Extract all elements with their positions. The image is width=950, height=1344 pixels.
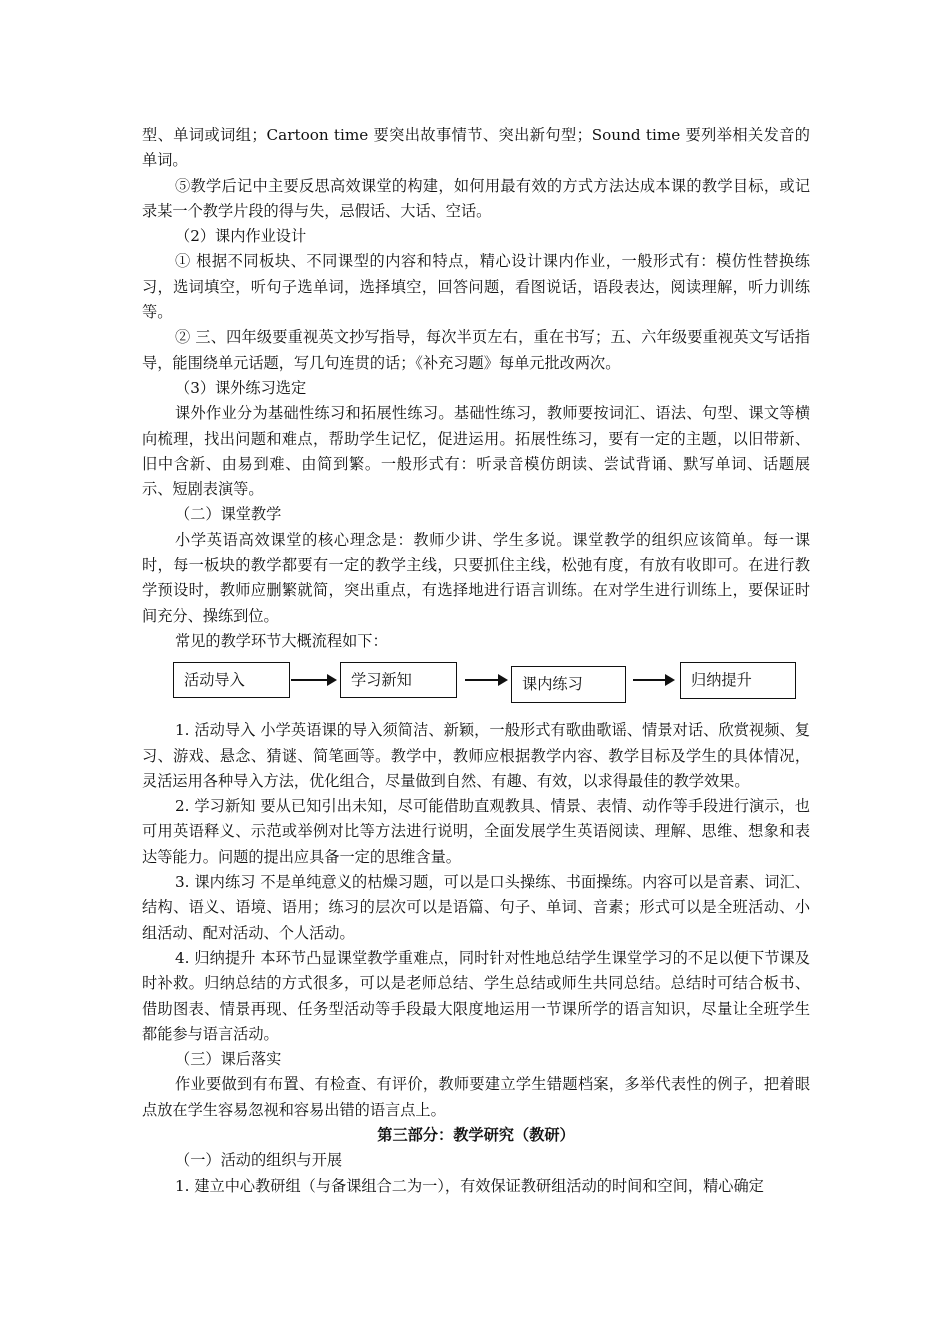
flow-box-summary: 归纳提升 [680, 662, 796, 699]
flow-arrow [291, 679, 335, 681]
paragraph-homework-forms: ① 根据不同板块、不同课型的内容和特点，精心设计课内作业，一般形式有：模仿性替换练习，选词填空，听句子选单词，选择填空，回答问题，看图说话，语段表达，阅读理解，听力训练等。 [142, 252, 810, 322]
paragraph-extracurricular: 课外作业分为基础性练习和拓展性练习。基础性练习，教师要按词汇、语法、句型、课文等横向梳理，找出问题和难点，帮助学生记忆，促进运用。拓展性练习，要有一定的主题，以旧带新、旧中含新、由易到难、由简到繁。一般形式有：听录音模仿朗读、尝试背诵、默写单词、话题展示、短剧表演等。 [142, 404, 810, 499]
paragraph-step-4: 4. 归纳提升 本环节凸显课堂教学重难点，同时针对性地总结学生课堂学习的不足以便下节课及时补救。归纳总结的方式很多，可以是老师总结、学生总结或师生共同总结。总结时可结合板书、借助图表、情景再现、任务型活动等手段最大限度地运用一节课所学的语言知识，尽量让全班学生都能参与语言活动。 [142, 948, 810, 1043]
paragraph-teaching-reflection: ⑤教学后记中主要反思高效课堂的构建，如何用最有效的方式方法达成本课的教学目标，或记录某一个教学片段的得与失，忌假话、大话、空话。 [142, 176, 810, 220]
teaching-flow-diagram [142, 656, 810, 718]
flow-box-new-knowledge: 学习新知 [340, 662, 457, 698]
paragraph-continued: 型、单词或词组；Cartoon time 要突出故事情节、突出新句型；Sound time 要列举相关发音的单词。 [142, 126, 810, 170]
flow-box-activity-intro: 活动导入 [173, 662, 290, 698]
paragraph-step-3: 3. 课内练习 不是单纯意义的枯燥习题，可以是口头操练、书面操练。内容可以是音素、词汇、结构、语义、语境、语用；练习的层次可以是语篇、句子、单词、音素；形式可以是全班活动、小组活动、配对活动、个人活动。 [142, 873, 810, 942]
paragraph-flow-intro: 常见的教学环节大概流程如下： [175, 631, 388, 650]
subheading-activity-organization: （一）活动的组织与开展 [175, 1151, 343, 1170]
paragraph-writing-guidance: ② 三、四年级要重视英文抄写指导，每次半页左右，重在书写；五、六年级要重视英文写话指导，能围绕单元话题，写几句连贯的话；《补充习题》每单元批改两次。 [142, 328, 810, 372]
flow-arrow [465, 679, 506, 681]
section-title: 第三部分：教学研究（教研） [377, 1125, 575, 1144]
flow-arrow [633, 679, 673, 681]
paragraph-after-class: 作业要做到有布置、有检查、有评价，教师要建立学生错题档案，多举代表性的例子，把着眼点放在学生容易忽视和容易出错的语言点上。 [142, 1075, 810, 1119]
subheading-classroom-teaching: （二）课堂教学 [175, 505, 282, 524]
paragraph-step-2: 2. 学习新知 要从已知引出未知，尽可能借助直观教具、情景、表情、动作等手段进行演示，也可用英语释义、示范或举例对比等方法进行说明，全面发展学生英语阅读、理解、思维、想象和表达等能力。问题的提出应具备一定的思维含量。 [142, 797, 810, 866]
paragraph-core-concept: 小学英语高效课堂的核心理念是：教师少讲、学生多说。课堂教学的组织应该简单。每一课时，每一板块的教学都要有一定的教学主线，只要抓住主线，松弛有度，有放有收即可。在进行教学预设时，教师应删繁就简，突出重点，有选择地进行语言训练。在对学生进行训练上，要保证时间充分、操练到位。 [142, 530, 810, 625]
flow-box-class-practice: 课内练习 [511, 666, 626, 703]
subheading-extracurricular: （3）课外练习选定 [175, 378, 307, 397]
paragraph-research-group: 1. 建立中心教研组（与备课组合二为一），有效保证教研组活动的时间和空间，精心确定 [175, 1176, 764, 1195]
paragraph-step-1: 1. 活动导入 小学英语课的导入须简洁、新颖，一般形式有歌曲歌谣、情景对话、欣赏视频、复习、游戏、悬念、猜谜、简笔画等。教学中，教师应根据教学内容、教学目标及学生的具体情况，灵活运用各种导入方法，优化组合，尽量做到自然、有趣、有效，以求得最佳的教学效果。 [142, 721, 810, 790]
subheading-after-class: （三）课后落实 [175, 1050, 282, 1069]
document-body [142, 123, 810, 1199]
subheading-homework-design: （2）课内作业设计 [175, 227, 307, 246]
